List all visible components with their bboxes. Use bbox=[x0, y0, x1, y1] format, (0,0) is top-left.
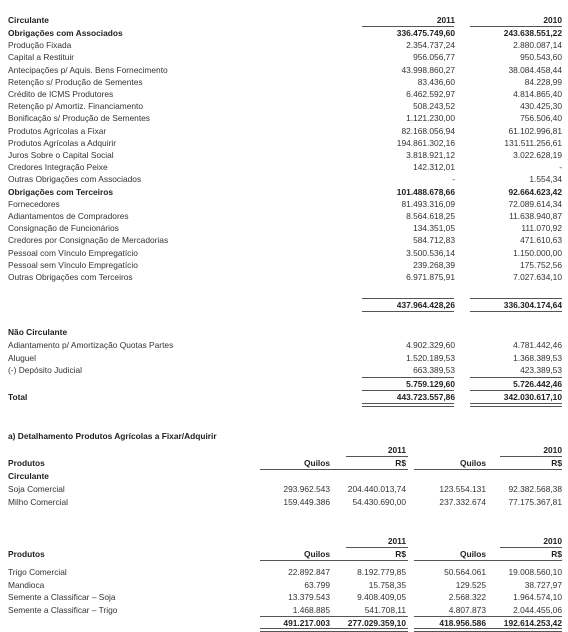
statement-row bbox=[0, 39, 568, 51]
row-value-2010: 756.506,40 bbox=[520, 113, 562, 124]
nao-circulante-title-row bbox=[0, 326, 568, 338]
subtotal-2011: 437.964.428,26 bbox=[396, 300, 455, 310]
statement-row bbox=[0, 259, 568, 271]
rs-2010: 2.044.455,06 bbox=[513, 604, 562, 615]
rs-2011: 54.430.690,00 bbox=[352, 497, 406, 507]
quilos-2010: 123.554.131 bbox=[439, 484, 486, 494]
statement-row bbox=[0, 352, 568, 364]
row-label: Fornecedores bbox=[8, 198, 60, 209]
row-value-2011: 1.121.230,00 bbox=[406, 113, 455, 124]
quilos-2011: 159.449.386 bbox=[283, 497, 330, 507]
statement-row bbox=[0, 51, 568, 63]
row-value-2010: 423.389,53 bbox=[520, 365, 562, 375]
table2-total-quilos-2011: 491.217.003 bbox=[283, 618, 330, 628]
row-value-2011: 2.354.737,24 bbox=[406, 40, 455, 51]
row-label: Crédito de ICMS Produtores bbox=[8, 89, 114, 99]
statement-row bbox=[0, 364, 568, 376]
row-label: Adiantamento p/ Amortização Quotas Partes bbox=[8, 340, 174, 350]
nc-subtotal-2010: 5.726.442,46 bbox=[513, 379, 562, 389]
total-row bbox=[0, 391, 568, 403]
table2-header-row bbox=[0, 548, 568, 560]
year-2011-header: 2011 bbox=[436, 15, 455, 25]
table1-section-circulante: Circulante bbox=[8, 471, 49, 481]
row-value-2011: 3.500.536,14 bbox=[406, 247, 455, 258]
row-label: Outras Obrigações com Terceiros bbox=[8, 272, 133, 282]
row-value-2010: 1.554,34 bbox=[529, 174, 562, 185]
nc-subtotal-row bbox=[0, 378, 568, 390]
total-2010: 342.030.617,10 bbox=[503, 392, 562, 402]
row-label: Pessoal sem Vínculo Empregatício bbox=[8, 259, 138, 270]
header-row bbox=[0, 14, 568, 26]
row-value-2011: 663.389,53 bbox=[413, 365, 455, 375]
row-value-2010: 950.543,60 bbox=[520, 52, 562, 63]
row-label: Adiantamentos de Compradores bbox=[8, 211, 129, 221]
quilos-2010: 4.807.873 bbox=[448, 604, 486, 615]
row-value-2011: 83.436,60 bbox=[417, 76, 455, 87]
row-label: Credores Integração Peixe bbox=[8, 162, 108, 173]
row-value-2011: 101.488.678,66 bbox=[396, 186, 455, 197]
row-value-2011: 142.312,01 bbox=[413, 162, 455, 173]
row-label: Pessoal com Vínculo Empregatício bbox=[8, 247, 138, 258]
row-value-2011: 508.243,52 bbox=[413, 101, 455, 112]
rs-2011: 9.408.409,05 bbox=[357, 592, 406, 602]
row-value-2011: 6.971.875,91 bbox=[406, 272, 455, 282]
row-value-2011: 584.712,83 bbox=[413, 235, 455, 246]
row-label: Retenção s/ Produção de Sementes bbox=[8, 76, 143, 87]
row-label: Antecipações p/ Aquis. Bens Fornecimento bbox=[8, 64, 168, 75]
quilos-2011: 22.892.847 bbox=[288, 567, 330, 577]
product-name: Semente a Classificar – Trigo bbox=[8, 604, 118, 615]
row-value-2010: 243.638.551,22 bbox=[503, 28, 562, 38]
rs-2011: 204.440.013,74 bbox=[347, 484, 406, 494]
statement-row bbox=[0, 173, 568, 185]
rs-2011: 541.708,11 bbox=[364, 604, 406, 615]
table2-total-rs-2010: 192.614.253,42 bbox=[503, 618, 562, 628]
subtotal-bottom-line-2010 bbox=[470, 311, 562, 312]
statement-row bbox=[0, 247, 568, 259]
statement-row bbox=[0, 27, 568, 39]
statement-row bbox=[0, 222, 568, 234]
row-value-2011: 82.168.056,94 bbox=[401, 125, 455, 136]
statement-row bbox=[0, 76, 568, 88]
table2-header-rs-2011: R$ bbox=[395, 549, 406, 559]
quilos-2010: 237.332.674 bbox=[439, 497, 486, 507]
row-label: Retenção p/ Amortiz. Financiamento bbox=[8, 101, 143, 112]
row-value-2010: 430.425,30 bbox=[520, 101, 562, 112]
rs-2010: 92.382.568,38 bbox=[508, 484, 562, 494]
table-row bbox=[0, 591, 568, 603]
year-2010-header: 2010 bbox=[543, 15, 562, 25]
row-label: Juros Sobre o Capital Social bbox=[8, 150, 114, 160]
total-double-line-2010 bbox=[470, 403, 562, 407]
product-name: Mandioca bbox=[8, 579, 45, 590]
row-label: Credores por Consignação de Mercadorias bbox=[8, 235, 169, 246]
rs-2010: 77.175.367,81 bbox=[508, 497, 562, 507]
row-value-2011: 43.998.860,27 bbox=[401, 64, 455, 75]
row-value-2010: - bbox=[559, 162, 562, 173]
table2-header-line-2010 bbox=[414, 560, 562, 561]
row-value-2010: 38.084.458,44 bbox=[508, 64, 562, 75]
rs-2011: 8.192.779,85 bbox=[357, 567, 406, 577]
table1-header-produtos: Produtos bbox=[8, 458, 45, 468]
table-row bbox=[0, 604, 568, 616]
row-value-2010: 1.150.000,00 bbox=[513, 247, 562, 258]
statement-row bbox=[0, 64, 568, 76]
table-row bbox=[0, 579, 568, 591]
row-value-2011: 239.268,39 bbox=[413, 259, 455, 270]
row-label: Outras Obrigações com Associados bbox=[8, 174, 142, 185]
row-value-2011: 3.818.921,12 bbox=[406, 150, 455, 160]
table-row bbox=[0, 566, 568, 578]
table2-header-quilos-2011: Quilos bbox=[303, 549, 330, 559]
statement-row bbox=[0, 186, 568, 198]
row-label: (-) Depósito Judicial bbox=[8, 365, 83, 375]
rs-2010: 38.727,97 bbox=[524, 579, 562, 590]
table2-total-quilos-2010: 418.956.586 bbox=[439, 618, 486, 628]
table1-section-row bbox=[0, 470, 568, 482]
statement-row bbox=[0, 88, 568, 100]
row-value-2011: 1.520.189,53 bbox=[406, 352, 455, 363]
row-value-2010: 92.664.623,42 bbox=[508, 186, 562, 197]
row-value-2011: 8.564.618,25 bbox=[406, 211, 455, 221]
table2-total-double-line-2010 bbox=[414, 628, 562, 632]
row-value-2010: 2.880.087,14 bbox=[513, 40, 562, 51]
row-value-2011: 194.861.302,16 bbox=[396, 137, 455, 148]
quilos-2011: 63.799 bbox=[304, 579, 330, 590]
product-name: Soja Comercial bbox=[8, 484, 65, 494]
row-value-2010: 131.511.256,61 bbox=[504, 137, 562, 148]
table2-year-2011: 2011 bbox=[387, 536, 406, 546]
table1-year-row bbox=[0, 444, 568, 456]
table-row bbox=[0, 483, 568, 495]
statement-row bbox=[0, 210, 568, 222]
row-value-2010: 4.781.442,46 bbox=[513, 340, 562, 350]
statement-row bbox=[0, 234, 568, 246]
row-label: Produção Fixada bbox=[8, 40, 72, 51]
row-value-2011: 336.475.749,60 bbox=[396, 28, 455, 38]
table1-header-rs-2011: R$ bbox=[395, 458, 406, 468]
row-value-2010: 11.638.940,87 bbox=[509, 211, 562, 221]
statement-row bbox=[0, 137, 568, 149]
table1-header-rs-2010: R$ bbox=[551, 458, 562, 468]
table2-year-row bbox=[0, 535, 568, 547]
statement-row bbox=[0, 125, 568, 137]
quilos-2010: 2.568.322 bbox=[448, 592, 486, 602]
total-double-line-2011 bbox=[362, 403, 454, 407]
table1-year-2010: 2010 bbox=[543, 445, 562, 455]
table1-header-quilos-2011: Quilos bbox=[303, 458, 330, 468]
table2-year-2010: 2010 bbox=[543, 536, 562, 546]
total-label: Total bbox=[8, 392, 28, 402]
statement-row bbox=[0, 339, 568, 351]
quilos-2010: 50.564.061 bbox=[444, 567, 486, 577]
section-title-circulante: Circulante bbox=[8, 15, 49, 25]
table-row bbox=[0, 496, 568, 508]
row-value-2010: 72.089.614,34 bbox=[508, 198, 562, 209]
row-value-2010: 1.368.389,53 bbox=[513, 352, 562, 363]
table1-header-quilos-2010: Quilos bbox=[459, 458, 486, 468]
rs-2011: 15.758,35 bbox=[368, 579, 406, 590]
rs-2010: 1.964.574,10 bbox=[513, 592, 562, 602]
row-label: Produtos Agrícolas a Adquirir bbox=[8, 137, 117, 148]
row-label: Capital a Restituir bbox=[8, 52, 75, 63]
row-label: Bonificação s/ Produção de Sementes bbox=[8, 113, 150, 124]
table2-total-rs-2011: 277.029.359,10 bbox=[347, 618, 406, 628]
row-label: Consignação de Funcionários bbox=[8, 223, 119, 234]
row-label: Produtos Agrícolas a Fixar bbox=[8, 125, 107, 136]
statement-row bbox=[0, 198, 568, 210]
quilos-2011: 1.468.885 bbox=[292, 604, 330, 615]
product-name: Trigo Comercial bbox=[8, 567, 67, 577]
rs-2010: 19.008.560,10 bbox=[508, 567, 562, 577]
quilos-2011: 13.379.543 bbox=[288, 592, 330, 602]
statement-row bbox=[0, 112, 568, 124]
statement-row bbox=[0, 271, 568, 283]
row-value-2011: 956.056,77 bbox=[413, 52, 455, 63]
row-label: Aluguel bbox=[8, 352, 36, 363]
subtotal-row bbox=[0, 299, 568, 311]
table2-header-produtos: Produtos bbox=[8, 549, 45, 559]
detalhamento-title-row bbox=[0, 430, 568, 442]
row-value-2010: 84.228,99 bbox=[524, 76, 562, 87]
product-name: Semente a Classificar – Soja bbox=[8, 592, 116, 602]
statement-row bbox=[0, 149, 568, 161]
quilos-2010: 129.525 bbox=[455, 579, 486, 590]
table2-total-double-line-2011 bbox=[260, 628, 408, 632]
table2-header-line-2011 bbox=[260, 560, 408, 561]
subtotal-bottom-line-2011 bbox=[362, 311, 454, 312]
subtotal-2010: 336.304.174,64 bbox=[503, 300, 562, 310]
row-value-2010: 175.752,56 bbox=[520, 259, 562, 270]
row-value-2010: 7.027.634,10 bbox=[513, 272, 562, 282]
total-2011: 443.723.557,86 bbox=[396, 392, 455, 402]
row-value-2010: 3.022.628,19 bbox=[513, 150, 562, 160]
table2-header-quilos-2010: Quilos bbox=[459, 549, 486, 559]
table2-header-rs-2010: R$ bbox=[551, 549, 562, 559]
product-name: Milho Comercial bbox=[8, 497, 69, 507]
row-value-2011: 134.351,05 bbox=[413, 223, 455, 234]
quilos-2011: 293.962.543 bbox=[283, 484, 330, 494]
row-value-2011: 4.902.329,60 bbox=[406, 340, 455, 350]
row-value-2010: 471.610,63 bbox=[520, 235, 562, 246]
row-value-2011: 81.493.316,09 bbox=[401, 198, 455, 209]
row-value-2011: 6.462.592,97 bbox=[406, 89, 455, 99]
row-value-2011: - bbox=[452, 174, 455, 185]
statement-row bbox=[0, 161, 568, 173]
row-value-2010: 61.102.996,81 bbox=[508, 125, 562, 136]
table1-year-2011: 2011 bbox=[387, 445, 406, 455]
row-label: Obrigações com Terceiros bbox=[8, 186, 114, 197]
table1-header-row bbox=[0, 457, 568, 469]
detalhamento-title: a) Detalhamento Produtos Agrícolas a Fixar/Adquirir bbox=[8, 431, 217, 441]
row-label: Obrigações com Associados bbox=[8, 28, 123, 38]
section-title-nao-circulante: Não Circulante bbox=[8, 327, 68, 337]
nc-subtotal-2011: 5.759.129,60 bbox=[406, 379, 455, 389]
row-value-2010: 4.814.865,40 bbox=[513, 89, 562, 99]
row-value-2010: 111.070,92 bbox=[521, 223, 562, 234]
statement-row bbox=[0, 100, 568, 112]
